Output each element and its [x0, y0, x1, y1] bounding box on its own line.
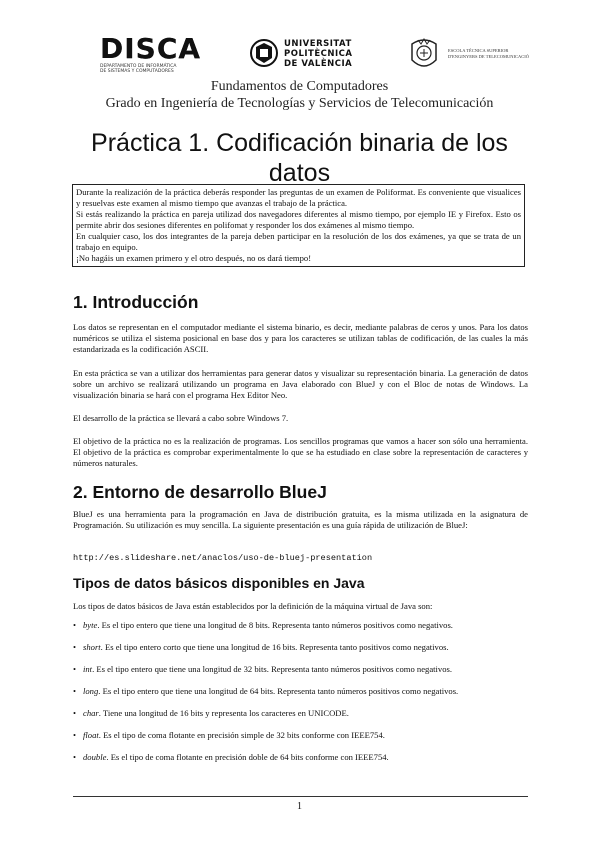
bullet-icon: •: [73, 708, 77, 718]
disca-logo: [100, 34, 220, 80]
bluej-presentation-link[interactable]: http://es.slideshare.net/anaclos/uso-de-bluej-presentation: [73, 553, 373, 563]
etsit-line-2: D'ENGINYERS DE TELECOMUNICACIÓ: [448, 54, 529, 59]
upv-logo-text: [284, 39, 352, 69]
type-name: float: [83, 730, 99, 740]
type-name: short: [83, 642, 101, 652]
etsit-logo-text: [448, 48, 533, 60]
list-item: [73, 620, 528, 642]
java-types-subheading: Tipos de datos básicos disponibles en Java: [73, 575, 365, 591]
java-types-intro: Los tipos de datos básicos de Java están establecidos por la definición de la máquina virtual de Java son:: [73, 601, 433, 611]
footer-divider: [73, 796, 528, 797]
page-number: 1: [297, 801, 302, 812]
etsit-line-1: ESCOLA TÈCNICA SUPERIOR: [448, 48, 509, 53]
type-name: char: [83, 708, 99, 718]
type-description: . Es el tipo entero que tiene una longitud de 64 bits. Representa tanto números positivos como negativos.: [98, 686, 459, 696]
type-name: int: [83, 664, 93, 674]
section-2-heading: 2. Entorno de desarrollo BlueJ: [73, 482, 327, 502]
upv-line-3: DE VALÈNCIA: [284, 59, 353, 69]
type-name: byte: [83, 620, 98, 630]
disca-logo-subtitle: DEPARTAMENTO DE INFORMÁTICA DE SISTEMAS Y COMPUTADORES: [100, 64, 177, 74]
type-name: double: [83, 752, 107, 762]
type-description: . Es el tipo entero que tiene una longitud de 32 bits. Representa tanto números positivos como negativos.: [92, 664, 452, 674]
section-1-paragraph-3: El desarrollo de la práctica se llevará a cabo sobre Windows 7.: [73, 413, 289, 423]
upv-line-1: UNIVERSITAT: [284, 39, 352, 49]
section-1-heading: 1. Introducción: [73, 292, 199, 312]
type-description: . Es el tipo de coma flotante en precisión doble de 64 bits conforme con IEEE754.: [106, 752, 389, 762]
etsit-logo: [406, 36, 536, 76]
list-item: [73, 664, 528, 686]
upv-emblem-icon: [248, 38, 280, 68]
list-item: [73, 730, 528, 752]
degree-name: Grado en Ingeniería de Tecnologías y Servicios de Telecomunicación: [105, 96, 494, 111]
note-paragraph-2: Si estás realizando la práctica en pareja utilizad dos navegadores diferentes al mismo tiempo, por ejemplo IE y Firefox. Esto os permite abrir dos sesiones diferentes en polifomat y responder los dos exámenes al mismo tiempo.: [76, 209, 521, 230]
note-paragraph-3: En cualquier caso, los dos integrantes de la pareja deben participar en la resolución de los dos exámenes, ya que se trata de un trabajo en equipo.: [76, 231, 521, 252]
bullet-icon: •: [73, 620, 77, 630]
list-item: [73, 686, 528, 708]
type-description: . Es el tipo de coma flotante en precisión simple de 32 bits conforme con IEEE754.: [98, 730, 385, 740]
section-1-paragraph-1: Los datos se representan en el computador mediante el sistema binario, es decir, mediante palabras de ceros y unos. Para los datos numéricos se utiliza el sistema posicional en base dos y para los caracteres se utilizan tablas de codificación, de las cuales la más estandarizada es la codificación ASCII.: [73, 322, 528, 354]
note-paragraph-1: Durante la realización de la práctica deberás responder las preguntas de un examen de Poliformat. Es conveniente que visualices y resuelvas este examen al mismo tiempo que avanzas el trabajo de la práctica.: [76, 187, 521, 208]
bullet-icon: •: [73, 686, 77, 696]
type-description: . Es el tipo entero que tiene una longitud de 8 bits. Representa tanto números positivos como negativos.: [97, 620, 453, 630]
bullet-icon: •: [73, 730, 77, 740]
type-description: . Tiene una longitud de 16 bits y representa los caracteres en UNICODE.: [98, 708, 349, 718]
course-name: Fundamentos de Computadores: [210, 79, 389, 94]
instructions-box: [72, 184, 525, 267]
list-item: [73, 708, 528, 730]
list-item: [73, 642, 528, 664]
list-item: [73, 752, 528, 774]
section-2-paragraph-1: BlueJ es una herramienta para la programación en Java de distribución gratuita, es la misma utilizada en la asignatura de Programación. Su utilización es muy sencilla. La siguiente presentación es una guía rápida de utilización de BlueJ:: [73, 509, 528, 530]
disca-logo-text: DISCA: [100, 32, 202, 65]
header-logos: [0, 30, 599, 82]
crest-icon: [406, 36, 442, 74]
type-name: long: [83, 686, 99, 696]
type-description: . Es el tipo entero corto que tiene una longitud de 16 bits. Representa tanto positivos como negativos.: [100, 642, 449, 652]
bullet-icon: •: [73, 642, 77, 652]
bullet-icon: •: [73, 664, 77, 674]
section-1-paragraph-2: En esta práctica se van a utilizar dos herramientas para generar datos y visualizar su representación binaria. La generación de datos sobre un archivo se realizará utilizando un programa en Java elaborado con BlueJ y con el Bloc de notas de Windows. La visualización binaria se hará con el programa Hex Editor Neo.: [73, 368, 528, 400]
java-types-list: [73, 620, 528, 774]
note-paragraph-4: ¡No hagáis un examen primero y el otro después, no os dará tiempo!: [76, 253, 312, 263]
bullet-icon: •: [73, 752, 77, 762]
upv-line-2: POLITÈCNICA: [284, 49, 353, 59]
page-title: Práctica 1. Codificación binaria de los datos: [91, 129, 508, 187]
section-1-paragraph-4: El objetivo de la práctica no es la realización de programas. Los sencillos programas que vamos a hacer son sólo una herramienta. El objetivo de la práctica es comprobar experimentalmente lo que se ha estudiado en clase sobre la representación de caracteres y números naturales.: [73, 436, 528, 468]
upv-logo: [248, 36, 388, 76]
